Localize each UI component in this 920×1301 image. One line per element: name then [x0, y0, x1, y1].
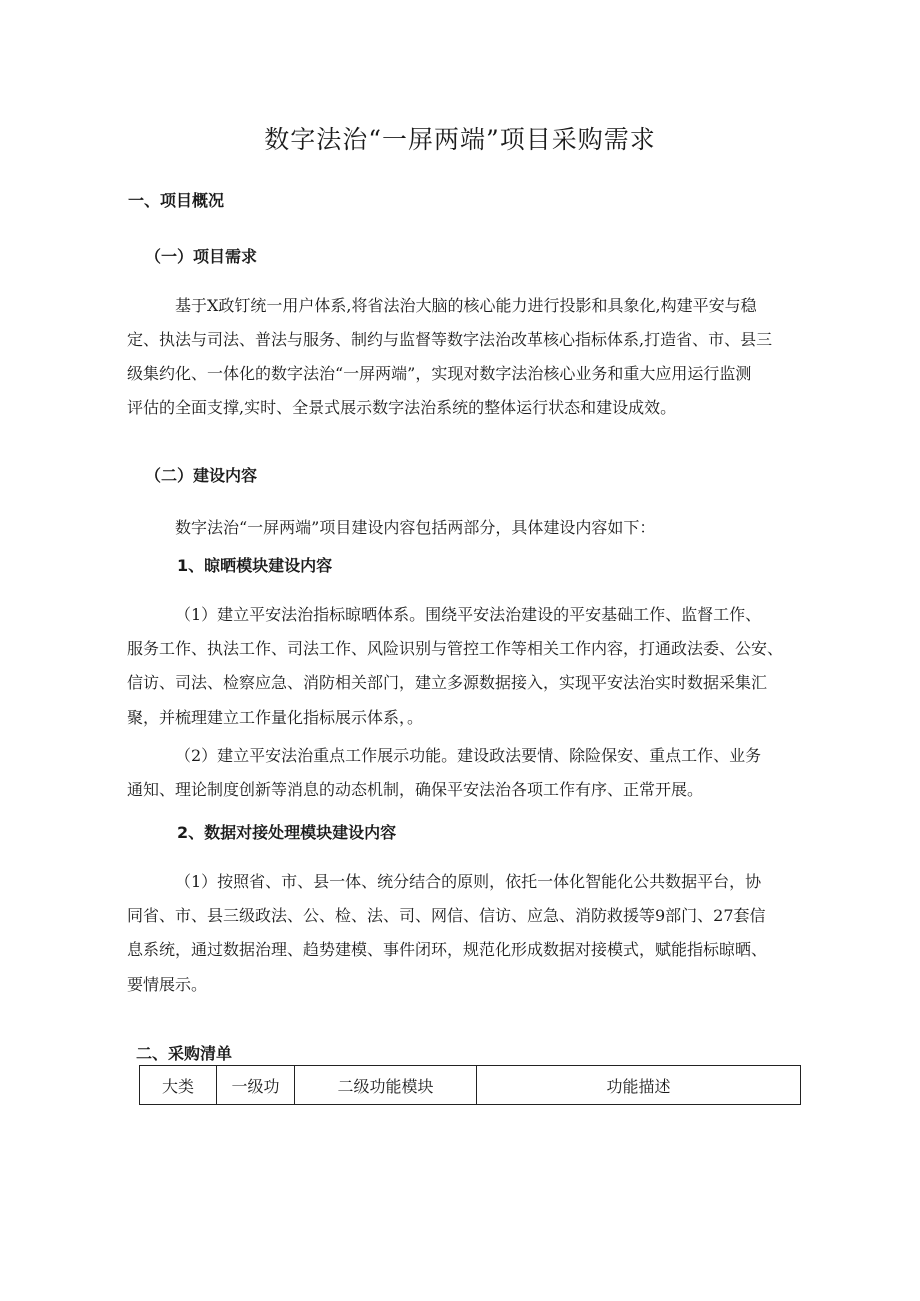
module2-heading: 2、数据对接处理模块建设内容	[177, 823, 397, 842]
page-title: 数字法治“一屏两端”项目采购需求	[264, 125, 656, 154]
subsection-heading-construction: （二）建设内容	[145, 466, 258, 485]
table-header-cell: 功能描述	[477, 1066, 801, 1105]
paragraph-line: （2）建立平安法治重点工作展示功能。建设政法要情、除险保安、重点工作、业务	[175, 746, 762, 765]
paragraph-line: 要情展示。	[127, 975, 208, 994]
paragraph-line: 基于X政钉统一用户体系,将省法治大脑的核心能力进行投影和具象化,构建平安与稳	[175, 296, 757, 315]
module1-heading: 1、晾晒模块建设内容	[177, 556, 333, 575]
paragraph-line: 聚，并梳理建立工作量化指标展示体系，。	[127, 708, 424, 727]
paragraph-line: 服务工作、执法工作、司法工作、风险识别与管控工作等相关工作内容，打通政法委、公安、	[127, 639, 784, 658]
table-header-cell: 二级功能模块	[295, 1066, 477, 1105]
table-header-cell: 一级功	[217, 1066, 295, 1105]
paragraph-line: 通知、理论制度创新等消息的动态机制，确保平安法治各项工作有序、正常开展。	[127, 780, 704, 799]
paragraph-line: 信访、司法、检察应急、消防相关部门，建立多源数据接入，实现平安法治实时数据采集汇	[127, 673, 768, 692]
paragraph-line: 评估的全面支撑,实时、全景式展示数字法治系统的整体运行状态和建设成效。	[127, 398, 677, 417]
paragraph-line: 同省、市、县三级政法、公、检、法、司、网信、信访、应急、消防救援等9部门、27套信	[127, 906, 766, 925]
section-heading-overview: 一、项目概况	[128, 191, 225, 210]
table-header-row	[140, 1066, 801, 1105]
paragraph-line: 级集约化、一体化的数字法治“一屏两端”，实现对数字法治核心业务和重大应用运行监测	[127, 364, 752, 383]
paragraph-line: 定、执法与司法、普法与服务、制约与监督等数字法治改革核心指标体系,打造省、市、县三	[127, 330, 773, 349]
section-heading-purchase-list: 二、采购清单	[136, 1044, 233, 1063]
construction-intro: 数字法治“一屏两端”项目建设内容包括两部分，具体建设内容如下：	[175, 518, 656, 537]
paragraph-line: 息系统，通过数据治理、趋势建模、事件闭环，规范化形成数据对接模式，赋能指标晾晒、	[127, 940, 768, 959]
purchase-table	[139, 1065, 801, 1105]
paragraph-line: （1）按照省、市、县一体、统分结合的原则，依托一体化智能化公共数据平台，协	[175, 872, 762, 891]
table-header-cell: 大类	[140, 1066, 217, 1105]
subsection-heading-requirements: （一）项目需求	[145, 247, 258, 266]
paragraph-line: （1）建立平安法治指标晾晒体系。围绕平安法治建设的平安基础工作、监督工作、	[175, 605, 762, 624]
